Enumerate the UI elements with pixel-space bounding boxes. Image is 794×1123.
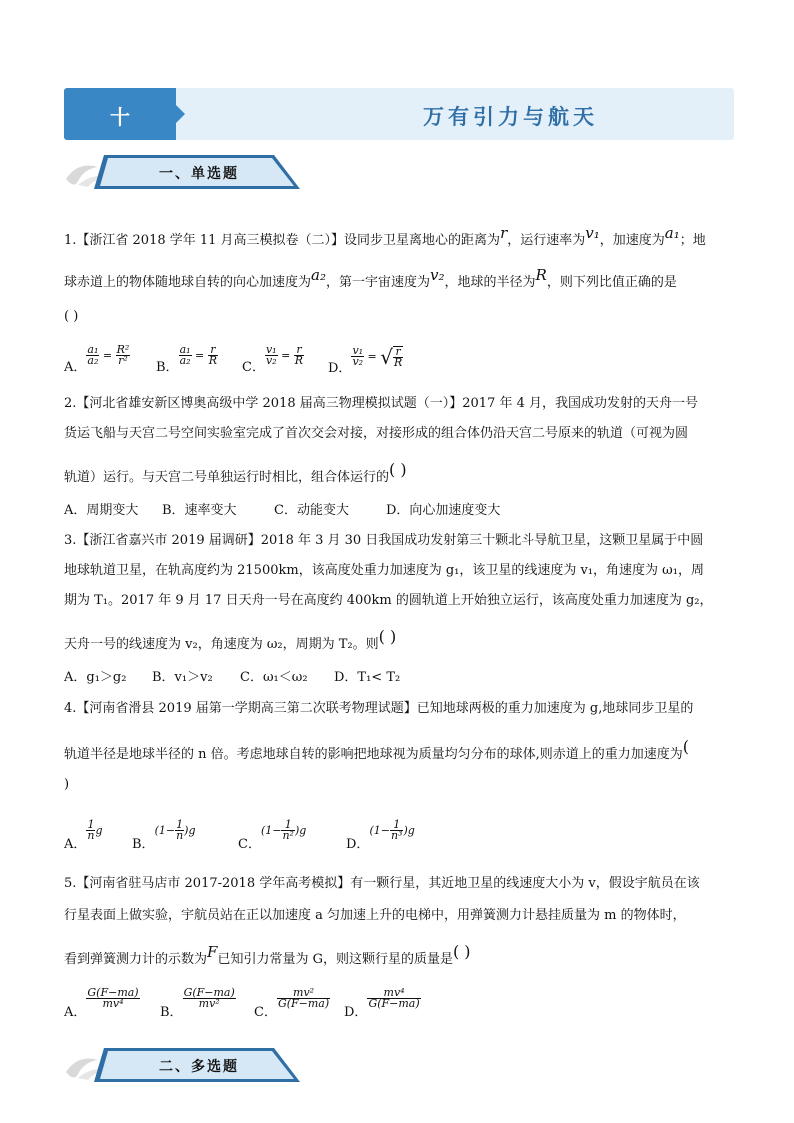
section-title: 二、多选题: [159, 1059, 239, 1075]
question-2-line-2: 货运飞船与天宫二号空间实验室完成了首次交会对接，对接形成的组合体仍沿天宫二号原来的轨道（可视为圆: [64, 426, 689, 441]
q1-text-1b: ，运行速率为: [507, 233, 586, 248]
q3-option-b[interactable]: B．v₁＞v₂: [152, 670, 213, 685]
q1-var-a2: a₂: [311, 266, 326, 284]
question-1-line-3: ( ): [64, 309, 79, 324]
chapter-number: 十: [110, 105, 130, 129]
question-5: [64, 868, 734, 976]
question-3-line-1: 3.【浙江省嘉兴市 2019 届调研】2018 年 3 月 30 日我国成功发射第三十颗北斗导航卫星，这颗卫星属于中圆: [64, 533, 704, 548]
q1-option-d[interactable]: D． $\frac{\text{v₁}}{\text{v₂}}$ = √ $\frac{r}{R}$: [328, 344, 403, 376]
question-1-options: [64, 345, 734, 381]
question-2-line-1: 2.【河北省雄安新区博奥高级中学 2018 届高三物理模拟试题（一）】2017 年 4 月，我国成功发射的天舟一号: [64, 396, 699, 411]
question-5-options: [64, 988, 734, 1028]
question-1: [64, 216, 734, 334]
q2-option-a[interactable]: A．周期变大: [64, 503, 139, 518]
question-5-line-1: 5.【河南省驻马店市 2017-2018 学年高考模拟】有一颗行星，其近地卫星的线速度大小为 v，假设宇航员在该: [64, 876, 700, 891]
q4-option-d[interactable]: D．(1− $\frac{1}{\text{n³}}$ )g: [346, 818, 415, 852]
q3-option-a[interactable]: A．g₁＞g₂: [64, 670, 127, 685]
question-4-line-1: 4.【河南省滑县 2019 届第一学期高三第二次联考物理试题】已知地球两极的重力加速度为 g,地球同步卫星的: [64, 701, 694, 716]
q3-option-c[interactable]: C．ω₁＜ω₂: [240, 670, 308, 685]
q4-option-b[interactable]: B．(1− $\frac{1}{n}$ )g: [132, 818, 196, 852]
question-2-options: [64, 499, 734, 519]
question-4-line-2: 轨道半径是地球半径的 n 倍。考虑地球自转的影响把地球视为质量均匀分布的球体,则赤道上的重力加速度为(: [64, 737, 690, 762]
q1-text-2c: ，地球的半径为: [444, 275, 536, 290]
q2-option-d[interactable]: D．向心加速度变大: [386, 503, 501, 518]
question-3-options: [64, 666, 734, 686]
q5-option-d[interactable]: D． $\frac{\text{mv⁴}}{G(F-ma)}$: [344, 986, 420, 1020]
sqrt-icon: √: [380, 345, 394, 369]
q2-option-c[interactable]: C．动能变大: [274, 503, 349, 518]
q1-option-b[interactable]: B． $\frac{\text{a₁}}{\text{a₂}}$ = $\frac{r}{R}$: [156, 343, 218, 375]
question-4-line-3: ): [64, 777, 70, 792]
q1-var-R: R: [535, 266, 547, 284]
section-title: 一、单选题: [159, 166, 239, 182]
q1-var-a1: a₁: [664, 224, 680, 242]
q1-option-a[interactable]: A． $\frac{\text{a₁}}{\text{a₂}}$ = $\frac{\text{R²}}{\text{r²}}$: [64, 343, 130, 375]
q1-text-1a: 1.【浙江省 2018 学年 11 月高三模拟卷（二）】设同步卫星离地心的距离为: [64, 233, 501, 248]
q1-text-2d: ，则下列比值正确的是: [546, 275, 677, 290]
section-header-single-choice: [64, 155, 304, 191]
chapter-banner: [64, 88, 734, 140]
q4-option-a[interactable]: A． $\frac{1}{n}$ g: [64, 818, 103, 852]
question-1-line-2: [64, 258, 734, 300]
q1-text-1d: ；地: [679, 233, 706, 248]
question-2: [64, 389, 734, 493]
question-1-line-1: [64, 216, 734, 258]
question-3-line-3: 期为 T₁。2017 年 9 月 17 日天舟一号在高度约 400km 的圆轨道上开始独立运行，该高度处重力加速度为 g₂，: [64, 593, 713, 608]
q1-option-c[interactable]: C． $\frac{\text{v₁}}{\text{v₂}}$ = $\frac{r}{R}$: [242, 343, 304, 375]
q1-var-r: r: [500, 224, 508, 242]
q1-var-v2: v₂: [430, 266, 445, 284]
question-4: [64, 694, 734, 800]
q4-option-c[interactable]: C．(1− $\frac{1}{\text{n²}}$ )g: [238, 818, 307, 852]
question-2-line-3: 轨道）运行。与天宫二号单独运行时相比，组合体运行的( ): [64, 460, 407, 485]
q5-option-c[interactable]: C． $\frac{\text{mv²}}{G(F-ma)}$: [254, 986, 330, 1020]
question-3-line-2: 地球轨道卫星，在轨高度约为 21500km，该高度处重力加速度为 g₁，该卫星的线速度为 v₁，角速度为 ω₁，周: [64, 563, 704, 578]
question-4-options: [64, 820, 734, 860]
section-header-multiple-choice: [64, 1048, 304, 1084]
q3-option-d[interactable]: D．T₁< T₂: [334, 670, 401, 685]
question-3-line-4: 天舟一号的线速度为 v₂，角速度为 ω₂，周期为 T₂。则( ): [64, 627, 397, 652]
question-5-line-2: 行星表面上做实验，宇航员站在正以加速度 a 匀加速上升的电梯中，用弹簧测力计悬挂质量为 m 的物体时，: [64, 908, 686, 923]
q1-var-v1: v₁: [585, 224, 600, 242]
q1-text-2a: 球赤道上的物体随地球自转的向心加速度为: [64, 275, 312, 290]
q5-option-a[interactable]: A． $\frac{G(F-ma)}{\text{mv⁴}}$: [64, 986, 139, 1020]
question-3: [64, 526, 734, 660]
question-5-line-3: 看到弹簧测力计的示数为F已知引力常量为 G，则这颗行星的质量是( ): [64, 942, 471, 967]
q2-option-b[interactable]: B．速率变大: [162, 503, 237, 518]
q1-text-2b: ，第一宇宙速度为: [325, 275, 430, 290]
q5-option-b[interactable]: B． $\frac{G(F-ma)}{\text{mv²}}$: [160, 986, 235, 1020]
q1-text-1c: ，加速度为: [599, 233, 665, 248]
chapter-title: 万有引力与航天: [423, 105, 598, 129]
